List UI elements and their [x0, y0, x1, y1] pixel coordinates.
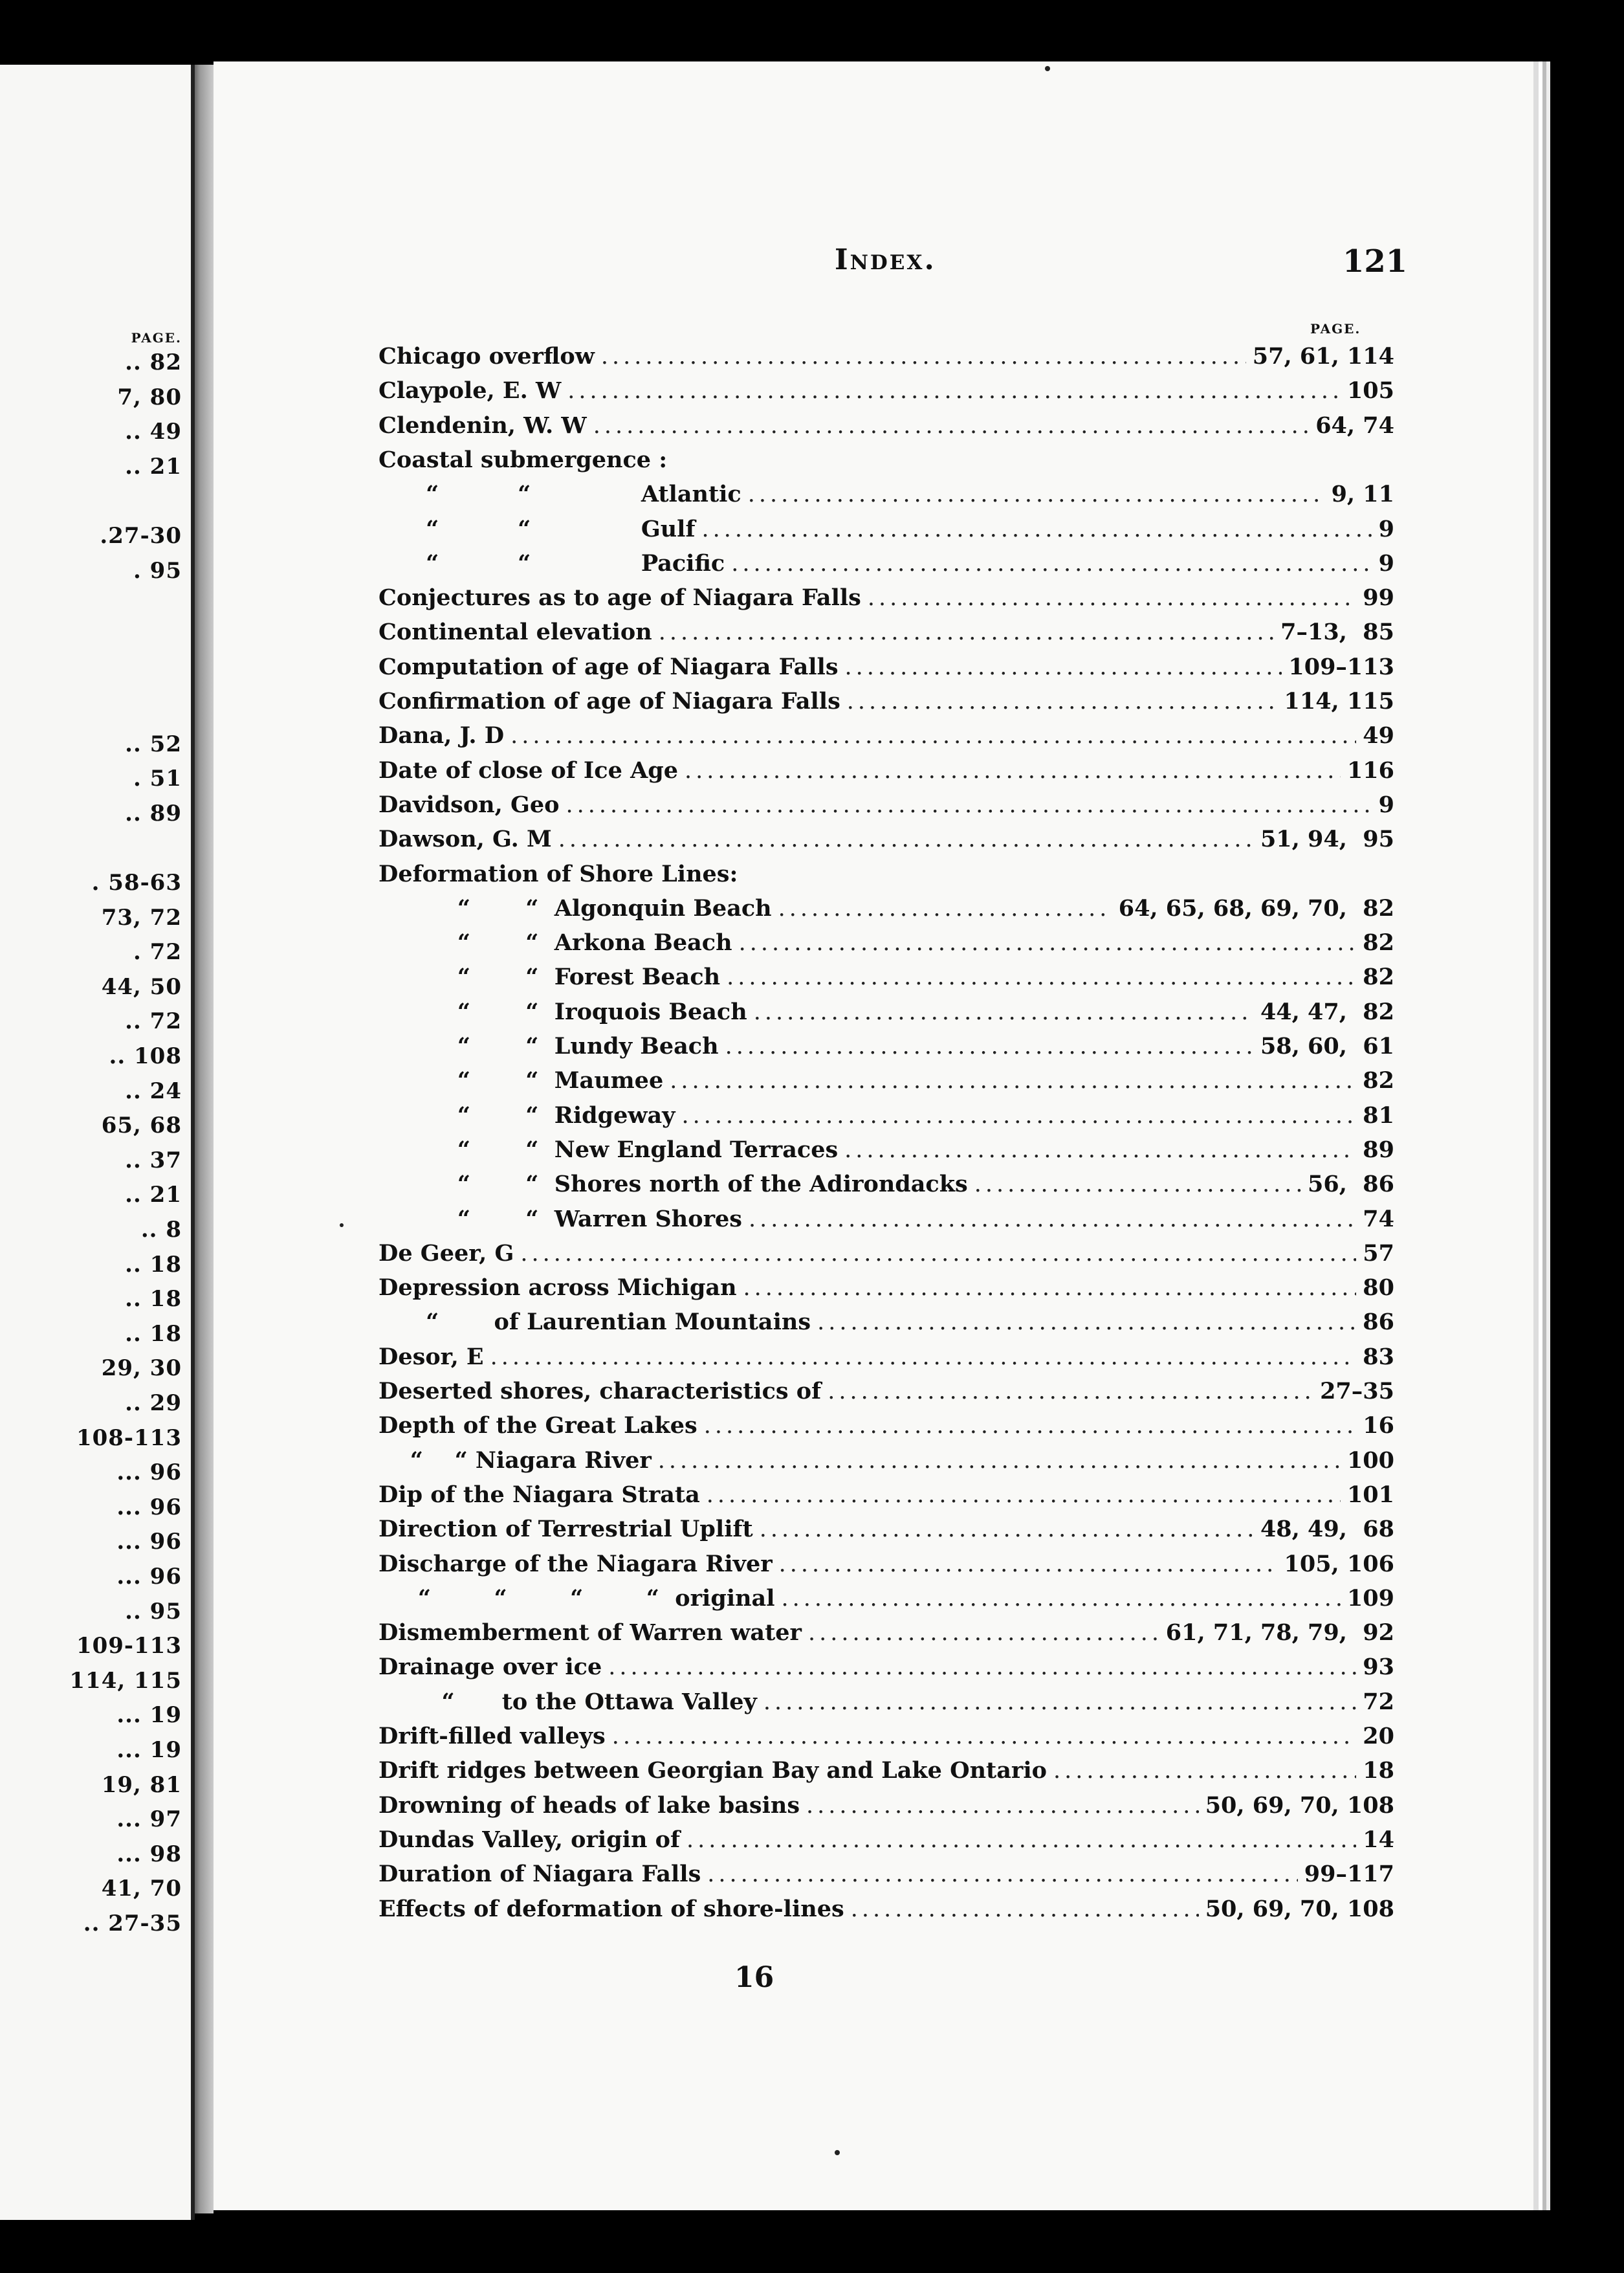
- left-page-row: .. 52: [125, 731, 182, 757]
- left-page-row: ... 19: [116, 1737, 182, 1763]
- left-page-row: .. 108: [109, 1043, 182, 1069]
- index-entry-pages: 20: [1363, 1723, 1394, 1749]
- left-page-row: 29, 30: [101, 1355, 182, 1382]
- index-entry-pages: 99: [1363, 584, 1394, 612]
- index-entry-label: Dundas Valley, origin of: [379, 1826, 681, 1853]
- index-entry: [379, 1481, 1394, 1513]
- index-entry-pages: 9: [1378, 515, 1394, 542]
- left-page-row: .. 21: [125, 453, 182, 480]
- index-entry-pages: 80: [1363, 1274, 1394, 1302]
- index-entry-pages: 9, 11: [1331, 481, 1394, 508]
- index-entry-label: Dismemberment of Warren water: [379, 1619, 802, 1647]
- index-entry-pages: 51, 94, 95: [1260, 826, 1394, 853]
- dot-leader: [743, 1275, 1357, 1301]
- dot-leader: [779, 1551, 1278, 1577]
- index-entry-label: Chicago overflow: [379, 343, 595, 370]
- index-entry-label: “ to the Ottawa Valley: [379, 1688, 757, 1715]
- left-page-row: 109-113: [76, 1633, 182, 1659]
- index-entry-label: Desor, E: [379, 1343, 484, 1370]
- index-entry-label: “ “ Maumee: [379, 1067, 664, 1094]
- dot-leader: [685, 758, 1341, 784]
- index-entry: [379, 1344, 1394, 1375]
- dot-leader: [749, 1206, 1356, 1232]
- index-entry-pages: 58, 60, 61: [1260, 1033, 1394, 1059]
- left-page-row: ... 96: [116, 1529, 182, 1555]
- index-entry-label: Drift-filled valleys: [379, 1723, 606, 1749]
- index-entry-label: Coastal submergence :: [379, 446, 668, 473]
- index-entry-label: “ “ Shores north of the Adirondacks: [379, 1171, 968, 1198]
- index-entry-pages: 14: [1363, 1826, 1394, 1853]
- dot-leader: [739, 930, 1357, 956]
- left-page-row: ... 96: [116, 1459, 182, 1486]
- left-page-row: .. 49: [125, 419, 182, 445]
- index-entry-pages: 83: [1363, 1343, 1394, 1370]
- left-page-row: 7, 80: [117, 384, 182, 410]
- index-entry-pages: 57: [1363, 1239, 1394, 1267]
- index-entry-pages: 114, 115: [1284, 688, 1394, 715]
- index-entry-label: “ “ Lundy Beach: [379, 1033, 719, 1059]
- left-page-row: ... 98: [116, 1841, 182, 1867]
- dot-leader: [704, 1413, 1357, 1439]
- index-entry: [379, 550, 1394, 581]
- left-page-row: .. 21: [125, 1182, 182, 1208]
- left-page-row: 44, 50: [101, 973, 182, 1000]
- index-entry-label: “ “ Algonquin Beach: [379, 894, 772, 922]
- index-entry-label: “ “ Ridgeway: [379, 1102, 675, 1129]
- index-entry: [379, 1447, 1394, 1478]
- index-entry: [379, 1033, 1394, 1064]
- index-entry-pages: 82: [1363, 1067, 1394, 1094]
- index-entry-pages: 27–35: [1320, 1378, 1394, 1404]
- left-page-row: .. 72: [125, 1008, 182, 1035]
- index-entry-label: Dip of the Niagara Strata: [379, 1481, 700, 1508]
- left-page-row: .. 8: [140, 1217, 182, 1243]
- index-entry-label: Davidson, Geo: [379, 791, 560, 818]
- dot-leader: [608, 1654, 1356, 1680]
- index-entry: [379, 1206, 1394, 1237]
- index-entry: [379, 1723, 1394, 1754]
- index-entry: [379, 412, 1394, 443]
- index-entry-label: “ “ Iroquois Beach: [379, 998, 747, 1025]
- index-entry-label: “ “ Atlantic: [379, 481, 741, 508]
- dot-leader: [817, 1309, 1356, 1335]
- index-entry-pages: 109: [1346, 1584, 1394, 1612]
- index-entry-label: “ “ Pacific: [379, 549, 725, 577]
- dot-leader: [510, 723, 1356, 749]
- index-entry-pages: 116: [1346, 757, 1394, 784]
- dot-leader: [754, 999, 1254, 1025]
- left-page-row: 108-113: [76, 1425, 182, 1451]
- index-entry: [379, 654, 1394, 685]
- index-entry-pages: 89: [1363, 1136, 1394, 1163]
- index-entry: [379, 1585, 1394, 1616]
- index-entry-label: “ “ Forest Beach: [379, 964, 721, 991]
- index-entry-pages: 9: [1378, 549, 1394, 577]
- index-entry: [379, 447, 1394, 478]
- dot-leader: [844, 1137, 1356, 1163]
- dot-leader: [727, 964, 1356, 990]
- left-page-row: ... 96: [116, 1494, 182, 1520]
- dot-leader: [707, 1861, 1297, 1887]
- left-page-row: ... 19: [116, 1702, 182, 1729]
- index-entry-pages: 7–13, 85: [1280, 619, 1394, 646]
- dot-leader: [748, 482, 1325, 507]
- index-entry: [379, 895, 1394, 926]
- index-entry: [379, 826, 1394, 857]
- dot-leader: [828, 1379, 1313, 1404]
- index-entry-pages: 64, 65, 68, 69, 70, 82: [1118, 894, 1394, 922]
- dot-leader: [760, 1516, 1254, 1542]
- index-entry-label: Continental elevation: [379, 619, 652, 646]
- previous-page-fragment: [0, 65, 195, 2220]
- dot-leader: [658, 1448, 1341, 1474]
- left-page-row: 73, 72: [101, 904, 182, 931]
- index-entry: [379, 1516, 1394, 1547]
- index-entry-pages: 82: [1363, 964, 1394, 991]
- index-entry-pages: 105: [1346, 377, 1394, 405]
- left-page-row: .. 29: [125, 1390, 182, 1416]
- index-entry: [379, 861, 1394, 892]
- index-entry: [379, 1412, 1394, 1443]
- index-entry: [379, 1792, 1394, 1823]
- left-page-row: .. 89: [125, 800, 182, 826]
- dot-leader: [612, 1724, 1357, 1749]
- index-entry-label: “ “ Niagara River: [379, 1447, 652, 1474]
- index-entry-label: Clendenin, W. W: [379, 412, 587, 439]
- dot-leader: [974, 1171, 1301, 1197]
- dot-leader: [1053, 1758, 1356, 1784]
- index-entry-label: “ “ Warren Shores: [379, 1205, 742, 1232]
- dot-leader: [593, 413, 1310, 439]
- dot-leader: [782, 1586, 1341, 1612]
- index-entry-pages: 82: [1363, 929, 1394, 957]
- index-entry-pages: 49: [1363, 722, 1394, 749]
- index-entry: [379, 1309, 1394, 1340]
- left-page-row: . 95: [133, 557, 182, 584]
- index-entry-label: Deserted shores, characteristics of: [379, 1378, 822, 1404]
- index-entry-label: Date of close of Ice Age: [379, 757, 678, 784]
- dot-leader: [686, 1827, 1356, 1853]
- left-page-row: 19, 81: [101, 1771, 182, 1798]
- index-entry-pages: 48, 49, 68: [1260, 1516, 1394, 1543]
- left-page-row: ... 97: [116, 1806, 182, 1833]
- index-entry: [379, 1619, 1394, 1650]
- index-entry-label: Discharge of the Niagara River: [379, 1550, 773, 1577]
- index-entry-pages: 61, 71, 78, 79, 92: [1165, 1619, 1394, 1647]
- dot-leader: [806, 1793, 1199, 1819]
- index-entry-label: Confirmation of age of Niagara Falls: [379, 688, 840, 715]
- index-entry-label: “ “ Arkona Beach: [379, 929, 732, 957]
- dot-leader: [567, 378, 1341, 404]
- index-entry-label: Drainage over ice: [379, 1654, 602, 1681]
- index-entry: [379, 619, 1394, 650]
- left-page-row: .. 95: [125, 1598, 182, 1624]
- index-entry-pages: 99–117: [1304, 1861, 1394, 1888]
- index-entry-pages: 105, 106: [1284, 1550, 1394, 1577]
- left-page-row: 65, 68: [101, 1113, 182, 1139]
- dot-leader: [847, 689, 1278, 715]
- index-entry-pages: 72: [1363, 1688, 1394, 1715]
- index-entry-label: Depression across Michigan: [379, 1274, 737, 1302]
- index-entry-label: Drift ridges between Georgian Bay and Lake Ontario: [379, 1757, 1047, 1784]
- dot-leader: [778, 896, 1112, 922]
- index-entry-pages: 44, 47, 82: [1260, 998, 1394, 1025]
- signature-mark: 16: [734, 1961, 774, 1994]
- left-page-row: .. 37: [125, 1147, 182, 1173]
- dot-leader: [558, 826, 1254, 852]
- index-entry: [379, 1067, 1394, 1098]
- dot-leader: [763, 1689, 1356, 1715]
- dot-leader: [659, 619, 1274, 645]
- index-entry-pages: 93: [1363, 1654, 1394, 1681]
- index-entry-pages: 18: [1363, 1757, 1394, 1784]
- dot-leader: [520, 1241, 1356, 1267]
- left-page-row: . 58-63: [91, 870, 182, 896]
- index-entry: [379, 929, 1394, 960]
- index-entry: [379, 1274, 1394, 1305]
- index-entry: [379, 1757, 1394, 1788]
- left-page-row: . 72: [133, 939, 182, 966]
- index-entry-pages: 56, 86: [1308, 1171, 1394, 1198]
- index-entry-label: Computation of age of Niagara Falls: [379, 653, 839, 680]
- index-entry-pages: 81: [1363, 1102, 1394, 1129]
- dust-speck: [340, 1223, 344, 1227]
- index-entry: [379, 1861, 1394, 1892]
- dust-speck: [835, 2150, 840, 2155]
- index-entry-pages: 86: [1363, 1309, 1394, 1336]
- index-entry-label: Effects of deformation of shore-lines: [379, 1895, 844, 1922]
- dot-leader: [566, 792, 1372, 818]
- index-entry: [379, 1240, 1394, 1271]
- index-entry: [379, 481, 1394, 512]
- index-entry-pages: 64, 74: [1315, 412, 1394, 439]
- index-entry-label: De Geer, G: [379, 1239, 514, 1267]
- index-entry: [379, 1102, 1394, 1133]
- index-entry: [379, 1171, 1394, 1202]
- index-entry: [379, 1689, 1394, 1720]
- left-page-row: .. 18: [125, 1251, 182, 1278]
- index-entry-label: Dana, J. D: [379, 722, 505, 749]
- index-entry-label: Duration of Niagara Falls: [379, 1861, 701, 1888]
- left-page-row: .. 27-35: [83, 1911, 182, 1936]
- index-entry: [379, 688, 1394, 719]
- index-entry-pages: 100: [1346, 1447, 1394, 1474]
- page-title: Index.: [835, 243, 936, 276]
- index-entry-pages: 74: [1363, 1205, 1394, 1232]
- left-page-row: .. 24: [125, 1078, 182, 1104]
- left-page-row: . 51: [133, 766, 182, 792]
- dot-leader: [808, 1620, 1159, 1646]
- index-entry-pages: 50, 69, 70, 108: [1205, 1895, 1394, 1922]
- index-entry-label: “ of Laurentian Mountains: [379, 1309, 811, 1336]
- dot-leader: [490, 1344, 1357, 1370]
- dot-leader: [851, 1896, 1199, 1922]
- dot-leader: [702, 516, 1372, 542]
- left-page-column-heading: PAGE.: [131, 330, 182, 346]
- index-entry: [379, 584, 1394, 615]
- index-entry-label: “ “ “ “ original: [379, 1584, 775, 1612]
- index-entry-label: “ “ New England Terraces: [379, 1136, 839, 1163]
- index-entry: [379, 722, 1394, 753]
- index-entry: [379, 1896, 1394, 1927]
- index-entry-pages: 50, 69, 70, 108: [1205, 1791, 1394, 1819]
- index-entry: [379, 1551, 1394, 1582]
- index-entry: [379, 1654, 1394, 1685]
- dot-leader: [725, 1034, 1254, 1059]
- index-entry: [379, 999, 1394, 1030]
- dot-leader: [731, 551, 1372, 577]
- left-page-row: .27-30: [100, 523, 182, 549]
- index-entry-label: Conjectures as to age of Niagara Falls: [379, 584, 861, 612]
- index-entry: [379, 792, 1394, 823]
- index-entry: [379, 1826, 1394, 1857]
- index-entry: [379, 516, 1394, 547]
- index-entry-pages: 16: [1363, 1412, 1394, 1439]
- dust-speck: [1045, 66, 1050, 71]
- index-entry-label: “ “ Gulf: [379, 515, 696, 542]
- dot-leader: [670, 1068, 1356, 1094]
- index-entry-label: Deformation of Shore Lines:: [379, 860, 738, 887]
- index-entry: [379, 964, 1394, 995]
- index-entry-pages: 109–113: [1288, 653, 1394, 680]
- index-entry-pages: 101: [1346, 1481, 1394, 1508]
- index-entry-label: Claypole, E. W: [379, 377, 562, 405]
- dot-leader: [682, 1103, 1357, 1129]
- index-entry-pages: 57, 61, 114: [1252, 343, 1394, 370]
- dot-leader: [845, 654, 1282, 680]
- index-entry: [379, 1378, 1394, 1409]
- index-entry: [379, 377, 1394, 408]
- dot-leader: [868, 585, 1356, 611]
- index-entry: [379, 1136, 1394, 1168]
- left-page-row: 114, 115: [69, 1667, 182, 1694]
- page-number: 121: [1343, 243, 1408, 280]
- index-entry-label: Depth of the Great Lakes: [379, 1412, 697, 1439]
- left-page-row: ... 96: [116, 1564, 182, 1590]
- index-entry-label: Dawson, G. M: [379, 826, 552, 853]
- left-page-row: .. 18: [125, 1286, 182, 1313]
- left-page-row: .. 82: [125, 349, 182, 375]
- dot-leader: [707, 1482, 1341, 1508]
- dot-leader: [601, 344, 1246, 370]
- left-page-row: 41, 70: [101, 1876, 182, 1902]
- index-entry-pages: 9: [1378, 791, 1394, 818]
- index-entry: [379, 757, 1394, 788]
- index-entry: [379, 343, 1394, 374]
- left-page-row: .. 18: [125, 1320, 182, 1347]
- index-entry-label: Drowning of heads of lake basins: [379, 1791, 800, 1819]
- page-column-heading: PAGE.: [1310, 321, 1361, 337]
- index-entry-label: Direction of Terrestrial Uplift: [379, 1516, 753, 1543]
